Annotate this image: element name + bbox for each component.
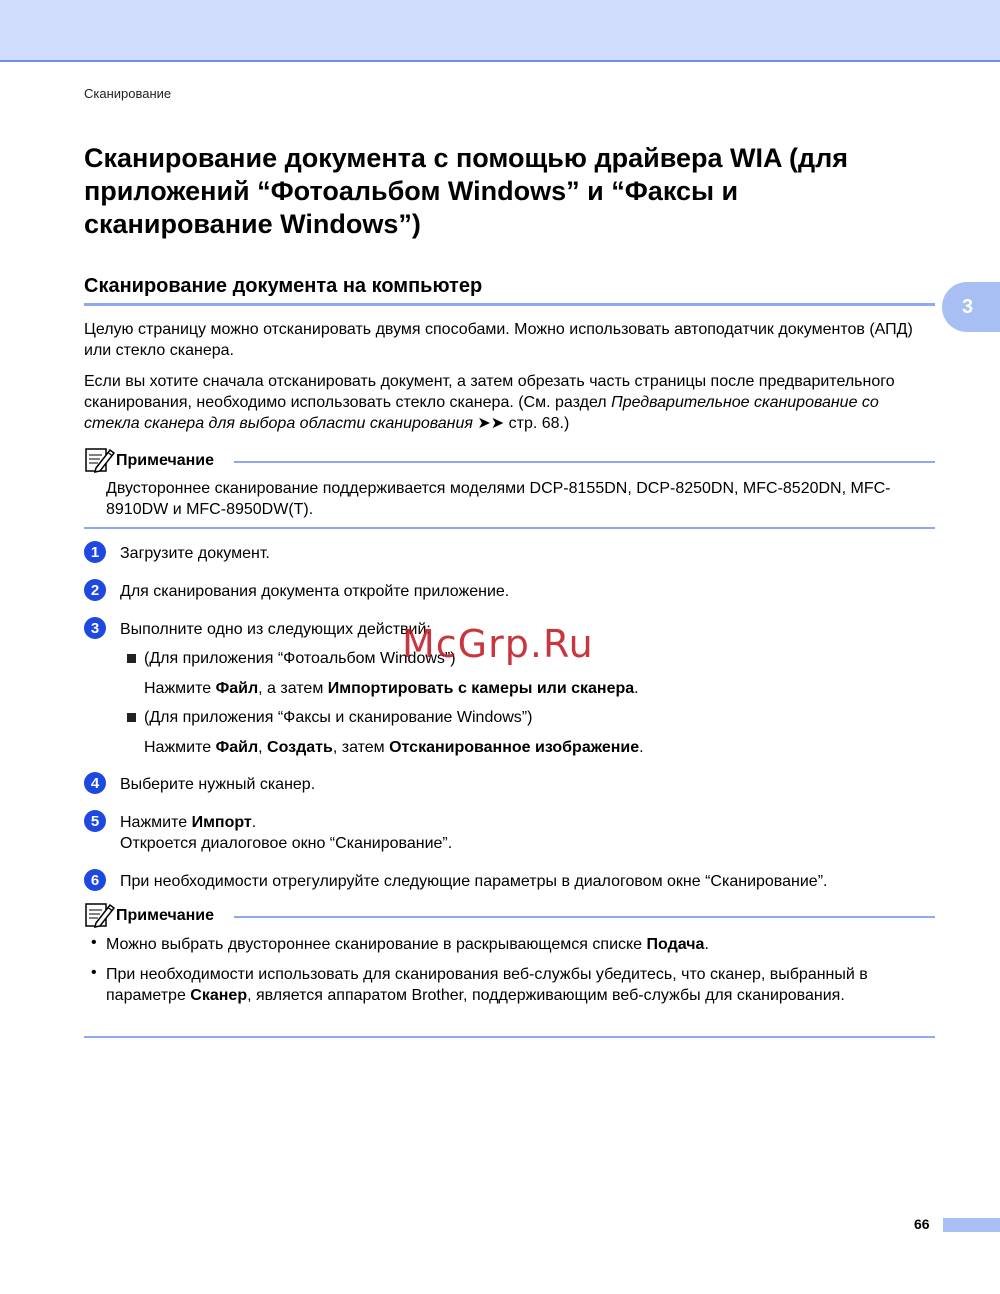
menu-file: Файл: [215, 739, 259, 756]
step-text-1: Загрузите документ.: [120, 545, 270, 562]
step-number-4: 4: [84, 772, 106, 794]
cross-reference-link[interactable]: Предварительное сканирование со стекла сканера для выбора области сканирования: [84, 394, 879, 432]
chapter-tab: 3: [942, 282, 1000, 332]
step-text-2: Для сканирования документа откройте приложение.: [120, 583, 510, 600]
menu-create: Создать: [267, 739, 333, 756]
step-number-5: 5: [84, 810, 106, 832]
step-5-post: .: [251, 814, 257, 831]
step-5-line2: Откроется диалоговое окно “Сканирование”.: [120, 835, 453, 852]
substep-a-pre: Нажмите: [144, 680, 216, 697]
note-divider: [234, 461, 935, 463]
substep-b-pre: Нажмите: [144, 739, 216, 756]
step-number-1: 1: [84, 541, 106, 563]
substep-b-heading: (Для приложения “Факсы и сканирование Windows”): [144, 709, 533, 726]
substep-b-mid: , затем: [332, 739, 390, 756]
section-divider: [84, 303, 935, 306]
note-label: Примечание: [116, 907, 215, 924]
note-item-2: [106, 964, 936, 1006]
section-title: Сканирование документа на компьютер: [84, 275, 483, 297]
top-header-band: [0, 0, 1000, 62]
note-header: [84, 446, 935, 476]
note-divider: [234, 916, 935, 918]
page-title: Сканирование документа с помощью драйвера WIA (для приложений “Фотоальбом Windows” и “Факсы и сканирование Windows”): [84, 143, 848, 239]
intro-p2-text: Если вы хотите сначала отсканировать документ, а затем обрезать часть страницы после предварительного сканирования, необходимо использовать стекло сканера. (См. раздел: [84, 373, 895, 411]
setting-scanner: Сканер: [190, 987, 248, 1004]
menu-import-from-camera: Импортировать с камеры или сканера: [327, 680, 635, 697]
square-bullet: [127, 654, 136, 663]
substep-a-heading: (Для приложения “Фотоальбом Windows”): [144, 650, 456, 667]
dot-bullet: •: [91, 934, 97, 951]
step-5-pre: Нажмите: [120, 814, 192, 831]
note-text: Двустороннее сканирование поддерживается моделями DCP-8155DN, DCP-8250DN, MFC-8520DN, MFC-8910DW и MFC-8950DW(T).: [106, 480, 891, 518]
step-number-3: 3: [84, 617, 106, 639]
substep-b-sep: ,: [258, 739, 268, 756]
substep-b-end: .: [639, 739, 644, 756]
menu-scanned-image: Отсканированное изображение: [389, 739, 640, 756]
step-text-5: [120, 812, 256, 833]
page-number-band: [943, 1218, 1000, 1232]
substep-b-instruction: [144, 737, 644, 758]
step-text-3: Выполните одно из следующих действий:: [120, 621, 431, 638]
intro-p2-tail: ➤➤ стр. 68.): [472, 415, 570, 432]
note-pencil-icon: [84, 446, 116, 474]
watermark: McGrp.Ru: [402, 622, 594, 666]
button-import: Импорт: [191, 814, 252, 831]
dot-bullet: •: [91, 964, 97, 981]
substep-a-end: .: [634, 680, 639, 697]
note-label: Примечание: [116, 452, 215, 469]
note-end-divider: [84, 1036, 935, 1038]
note-header: [84, 901, 935, 931]
intro-paragraph-1: Целую страницу можно отсканировать двумя способами. Можно использовать автоподатчик документов (АПД) или стекло сканера.: [84, 321, 913, 359]
step-number-2: 2: [84, 579, 106, 601]
setting-feed: Подача: [646, 936, 705, 953]
intro-paragraph-2: [84, 371, 934, 434]
square-bullet: [127, 713, 136, 722]
note-item-2-pre: При необходимости использовать для сканирования веб-службы убедитесь, что сканер, выбранный в параметре: [106, 966, 868, 1004]
step-text-6: При необходимости отрегулируйте следующие параметры в диалоговом окне “Сканирование”.: [120, 873, 828, 890]
step-text-4: Выберите нужный сканер.: [120, 776, 316, 793]
note-item-2-end: , является аппаратом Brother, поддерживающим веб-службы для сканирования.: [247, 987, 845, 1004]
running-head: Сканирование: [84, 86, 172, 101]
page-number: 66: [914, 1216, 930, 1232]
menu-file: Файл: [215, 680, 259, 697]
step-number-6: 6: [84, 869, 106, 891]
note-item-1-pre: Можно выбрать двустороннее сканирование в раскрывающемся списке: [106, 936, 647, 953]
note-item-1: [106, 934, 936, 955]
note-pencil-icon: [84, 901, 116, 929]
note-item-1-end: .: [704, 936, 709, 953]
substep-a-mid: , а затем: [258, 680, 328, 697]
note-end-divider: [84, 527, 935, 529]
substep-a-instruction: [144, 678, 639, 699]
